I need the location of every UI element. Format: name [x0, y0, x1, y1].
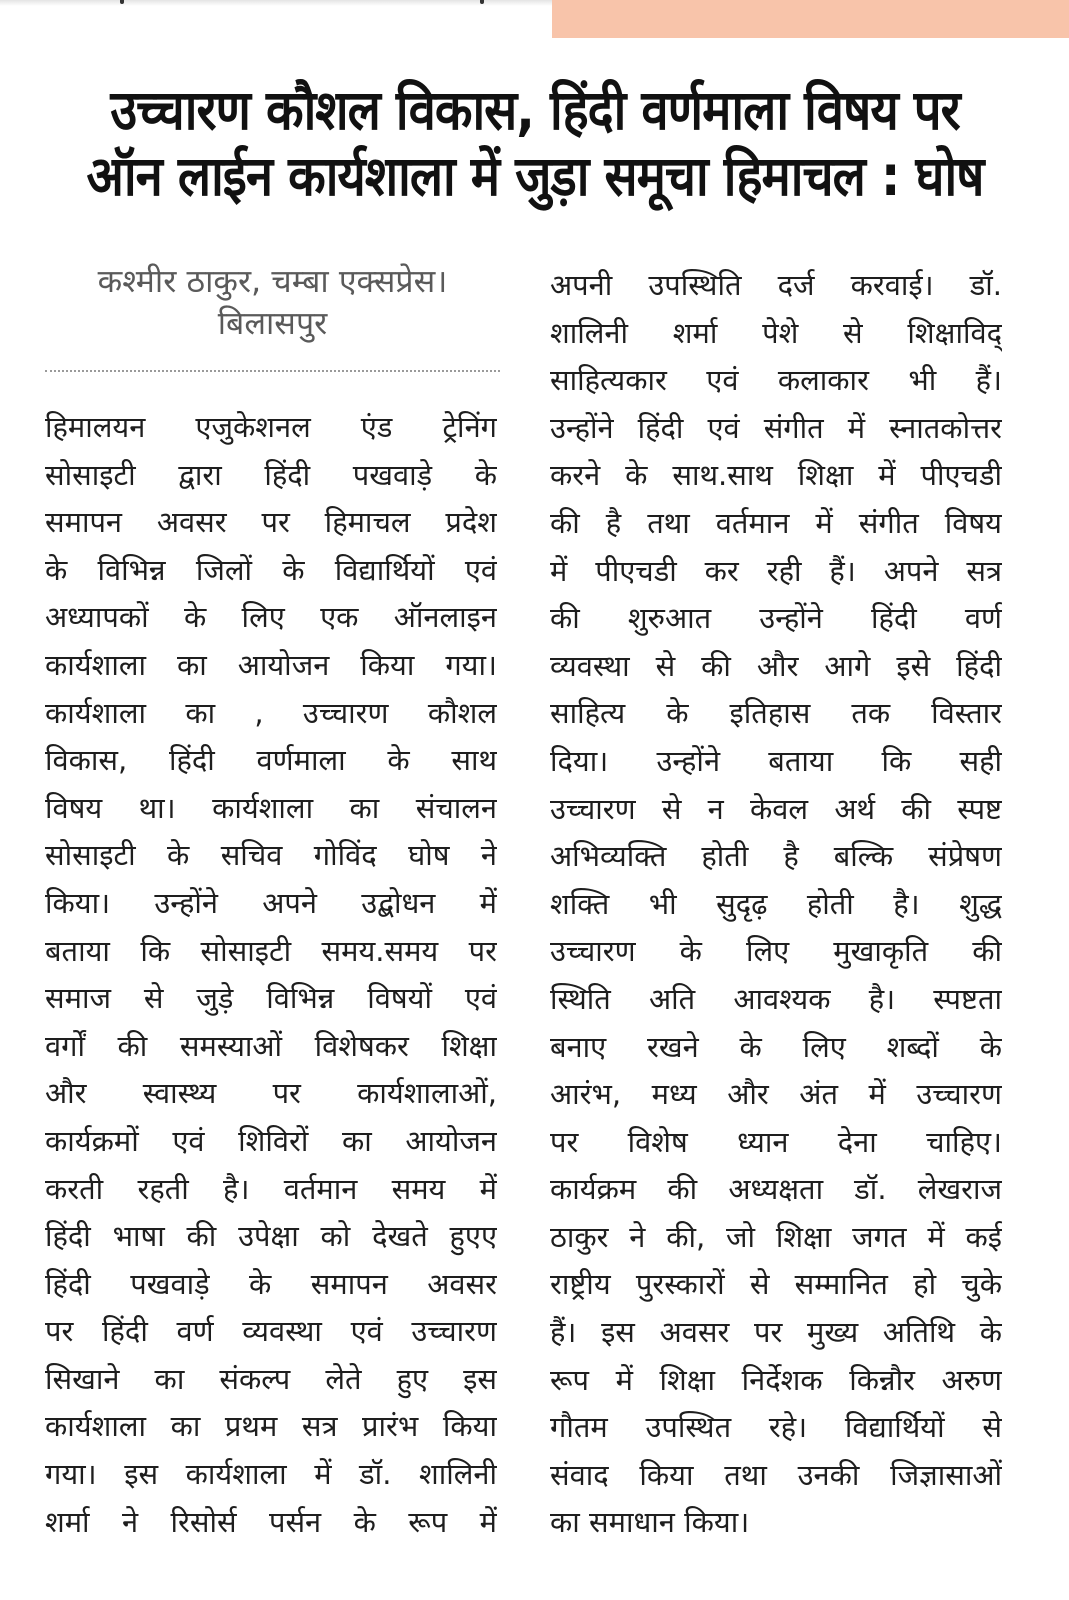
- text-line: साहित्यकार एवं कलाकार भी हैं।: [550, 363, 1002, 398]
- text-line: शर्मा ने रिसोर्स पर्सन के रूप में: [45, 1504, 497, 1539]
- text-line: दिया। उन्होंने बताया कि सही: [550, 743, 1002, 778]
- text-line: की है तथा वर्तमान में संगीत विषय: [550, 505, 1002, 540]
- text-line: पर हिंदी वर्ण व्यवस्था एवं उच्चारण: [45, 1314, 497, 1349]
- cropped-text-fragment: [120, 0, 124, 4]
- text-line: अध्यापकों के लिए एक ऑनलाइन: [45, 600, 497, 635]
- byline: [45, 260, 500, 344]
- text-line: शालिनी शर्मा पेशे से शिक्षाविद्: [550, 315, 1002, 350]
- article-column-left: [45, 404, 497, 1546]
- text-line: स्थिति अति आवश्यक है। स्पष्टता: [550, 981, 1002, 1016]
- text-line: शक्ति भी सुदृढ़ होती है। शुद्ध: [550, 886, 1002, 921]
- text-line: पर विशेष ध्यान देना चाहिए।: [550, 1124, 1002, 1159]
- text-line: आरंभ, मध्य और अंत में उच्चारण: [550, 1077, 1002, 1112]
- text-line: कार्यक्रमों एवं शिविरों का आयोजन: [45, 1123, 497, 1158]
- text-line: उच्चारण से न केवल अर्थ की स्पष्ट: [550, 791, 1002, 826]
- text-line: कार्यशाला का आयोजन किया गया।: [45, 647, 497, 682]
- text-line: उच्चारण के लिए मुखाकृति की: [550, 934, 1002, 969]
- text-line: और स्वास्थ्य पर कार्यशालाओं,: [45, 1076, 497, 1111]
- text-line: हिमालयन एजुकेशनल एंड ट्रेनिंग: [45, 410, 497, 444]
- text-line: राष्ट्रीय पुरस्कारों से सम्मानित हो चुके: [550, 1267, 1002, 1302]
- text-line: सिखाने का संकल्प लेते हुए इस: [45, 1361, 497, 1396]
- text-line: करने के साथ.साथ शिक्षा में पीएचडी: [550, 458, 1002, 493]
- text-line: अपनी उपस्थिति दर्ज करवाई। डॉ.: [550, 268, 1002, 302]
- text-line: गौतम उपस्थित रहे। विद्यार्थियों से: [550, 1410, 1002, 1445]
- text-line: हिंदी पखवाड़े के समापन अवसर: [45, 1266, 497, 1301]
- byline-dateline: बिलासपुर: [217, 304, 328, 342]
- cropped-text-fragment: [480, 0, 484, 4]
- text-line: हैं। इस अवसर पर मुख्य अतिथि के: [550, 1315, 1002, 1350]
- text-line: गया। इस कार्यशाला में डॉ. शालिनी: [45, 1457, 497, 1492]
- text-line: वर्गों की समस्याओं विशेषकर शिक्षा: [45, 1028, 497, 1063]
- text-line: व्यवस्था से की और आगे इसे हिंदी: [550, 648, 1002, 683]
- text-line: संवाद किया तथा उनकी जिज्ञासाओं: [550, 1457, 1002, 1492]
- text-line: की शुरुआत उन्होंने हिंदी वर्ण: [550, 601, 1002, 636]
- text-line: समाज से जुड़े विभिन्न विषयों एवं: [45, 981, 497, 1016]
- headline: [40, 78, 1030, 210]
- text-line: सोसाइटी के सचिव गोविंद घोष ने: [45, 838, 497, 873]
- text-line: साहित्य के इतिहास तक विस्तार: [550, 696, 1002, 731]
- text-line: विषय था। कार्यशाला का संचालन: [45, 790, 497, 825]
- text-line: बताया कि सोसाइटी समय.समय पर: [45, 933, 497, 968]
- text-line: कार्यशाला का प्रथम सत्र प्रारंभ किया: [45, 1409, 497, 1444]
- article-column-right: [550, 262, 1002, 1547]
- text-line: किया। उन्होंने अपने उद्बोधन में: [45, 885, 497, 920]
- text-line: करती रहती है। वर्तमान समय में: [45, 1171, 497, 1206]
- text-line: उन्होंने हिंदी एवं संगीत में स्नातकोत्तर: [550, 410, 1002, 445]
- text-line: कार्यक्रम की अध्यक्षता डॉ. लेखराज: [550, 1172, 1002, 1207]
- byline-author: कश्मीर ठाकुर, चम्बा एक्सप्रेस।: [97, 262, 448, 300]
- text-line: अभिव्यक्ति होती है बल्कि संप्रेषण: [550, 839, 1002, 874]
- text-line: समापन अवसर पर हिमाचल प्रदेश: [45, 505, 497, 540]
- text-line: सोसाइटी द्वारा हिंदी पखवाड़े के: [45, 457, 497, 492]
- dotted-divider: [45, 370, 500, 372]
- text-line: बनाए रखने के लिए शब्दों के: [550, 1029, 1002, 1064]
- text-line: का समाधान किया।: [550, 1505, 750, 1540]
- text-line: रूप में शिक्षा निर्देशक किन्नौर अरुण: [550, 1362, 1002, 1397]
- color-band: [552, 0, 1069, 38]
- text-line: कार्यशाला का , उच्चारण कौशल: [45, 695, 497, 730]
- text-line: में पीएचडी कर रही हैं। अपने सत्र: [550, 553, 1002, 588]
- headline-line: ऑन लाईन कार्यशाला में जुड़ा समूचा हिमाचल : घोष: [86, 144, 984, 209]
- text-line: विकास, हिंदी वर्णमाला के साथ: [45, 743, 497, 778]
- text-line: ठाकुर ने की, जो शिक्षा जगत में कई: [550, 1219, 1002, 1254]
- text-line: हिंदी भाषा की उपेक्षा को देखते हुएए: [45, 1219, 497, 1254]
- headline-line: उच्चारण कौशल विकास, हिंदी वर्णमाला विषय पर: [110, 78, 960, 143]
- text-line: के विभिन्न जिलों के विद्यार्थियों एवं: [45, 552, 497, 587]
